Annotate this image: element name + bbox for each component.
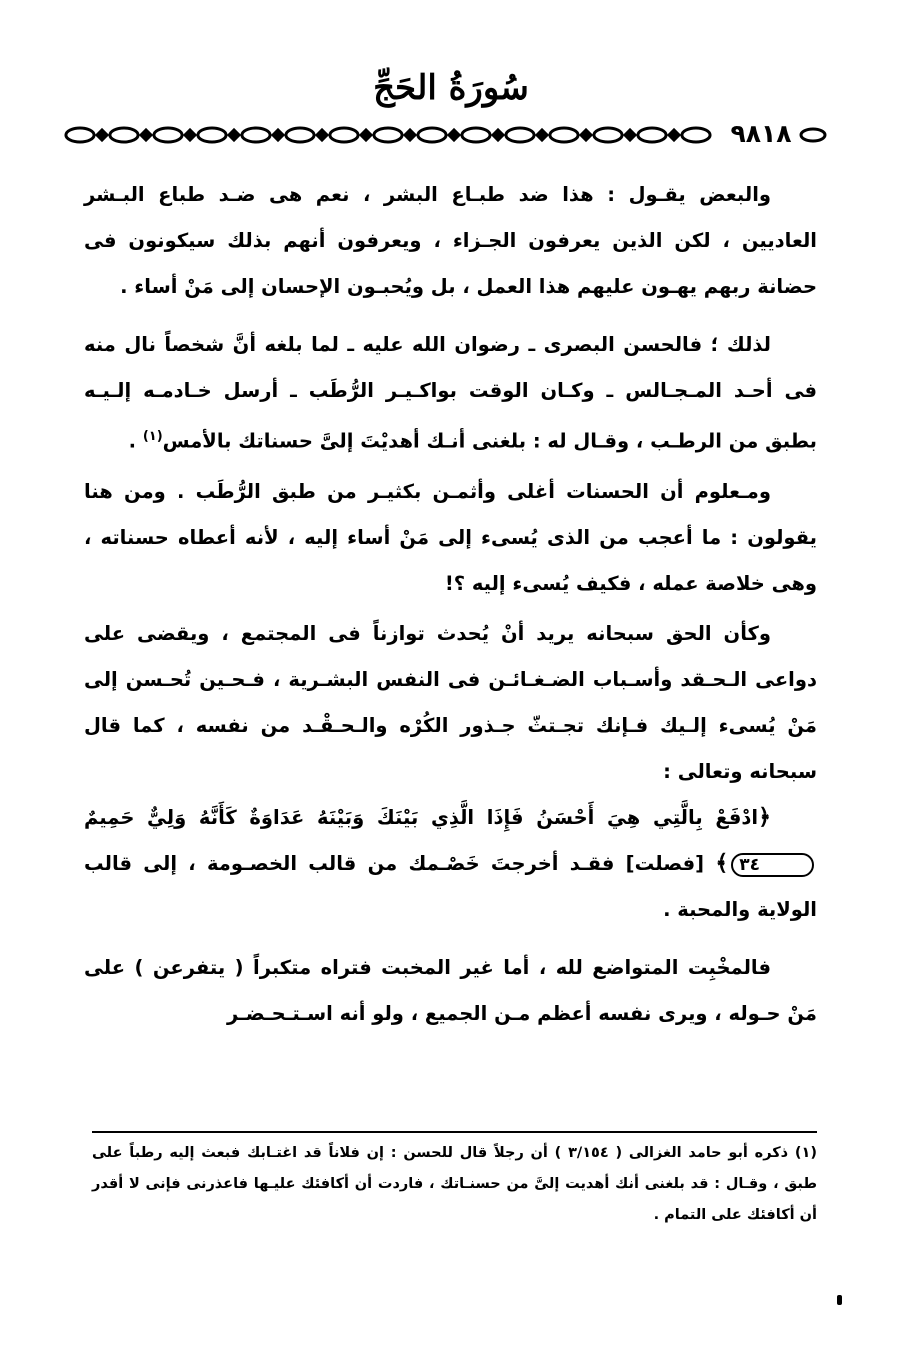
ornament-link	[462, 128, 490, 142]
main-text	[84, 172, 817, 1132]
ornament-diamond	[581, 130, 591, 140]
ornamental-border	[58, 122, 718, 148]
paragraph-6: فالمخْبِت المتواضع لله ، أما غير المخبت فتراه متكبراً ( يتفرعن ) على مَنْ حـوله ، ويرى نفسه أعظم مـن الجميع ، ولو أنه اسـتـحـضـر	[84, 955, 817, 1025]
ornament-link	[506, 128, 534, 142]
ornament-diamond	[405, 130, 415, 140]
quran-open-bracket: ﴿	[758, 804, 771, 830]
ornament-link	[66, 128, 94, 142]
footnote-1: (١) ذكره أبو حامد الغزالى ( ٣/١٥٤ ) أن رجلاً قال للحسن : إن فلاناً قد اغتـابك فبعث إليه رطباً على طبق ، وقـال : قد بلغنى أنك أهديت إلىَّ من حسنـاتك ، فاردت أن أكافئك عليـها فاعذرنى فإنى لا أقدر أن أكافئك على التمام .	[92, 1145, 817, 1223]
ornament-link	[286, 128, 314, 142]
ornament-diamond	[537, 130, 547, 140]
ornament-link	[550, 128, 578, 142]
ornament-diamond	[185, 130, 195, 140]
ayah-number: ٣٤	[731, 853, 814, 877]
ornament-diamond	[273, 130, 283, 140]
ornament-diamond	[361, 130, 371, 140]
ornament-link	[110, 128, 138, 142]
ornament-diamond	[97, 130, 107, 140]
ornament-link	[330, 128, 358, 142]
ornament-diamond	[449, 130, 459, 140]
ornament-link	[154, 128, 182, 142]
paragraph-5-rest: [فصلت] فقـد أخرجتَ خَصْـمك من قالب الخصـومة ، إلى قالب الولاية والمحبة .	[84, 851, 817, 921]
ornament-diamond	[141, 130, 151, 140]
scan-speck	[837, 1295, 842, 1305]
ornament-link	[638, 128, 666, 142]
ornament-link	[374, 128, 402, 142]
ornament-link	[242, 128, 270, 142]
footnotes	[92, 1138, 817, 1231]
ornament-diamond	[317, 130, 327, 140]
ornament-diamond	[625, 130, 635, 140]
paragraph-2	[84, 322, 817, 465]
ornament-link	[418, 128, 446, 142]
footnote-reference[interactable]: (١)	[142, 429, 163, 444]
ornament-link	[594, 128, 622, 142]
paragraph-3: ومـعلوم أن الحسنات أغلى وأثمـن بكثيـر من طبق الرُّطَب . ومن هنا يقولون : ما أعجب من الذى يُسىء إلى مَنْ أساء إليه ، لأنه أعطاه حسناته ، وهى خلاصة عمله ، فكيف يُسىء إليه ؟!	[84, 479, 817, 595]
ornament-link	[682, 128, 710, 142]
paragraph-4: وكأن الحق سبحانه يريد أنْ يُحدث توازناً فى المجتمع ، ويقضى على دواعى الـحـقد وأسـباب الضـغـائـن فى النفس البشـرية ، فـحـين تُحـسن إلى مَنْ يُسىء إلـيك فـإنك تجـتثّ جـذور الكُرْه والـحـقْـد من نفسه ، كما قال سبحانه وتعالى :	[84, 621, 817, 783]
paragraph-2-text: لذلك ؛ فالحسن البصرى ـ رضوان الله عليه ـ لما بلغه أنَّ شخصاً نال منه فى أحـد المـجـالس ـ وكـان الوقت بواكـيـر الرُّطَب ـ أرسل خـادمـه إلـيـه بطبق من الرطـب ، وقـال له : بلغنى أنـك أهديْتَ إلىَّ حسناتك بالأمس	[84, 333, 817, 453]
quran-verse: ادْفَعْ بِالَّتِي هِيَ أَحْسَنُ فَإِذَا الَّذِي بَيْنَكَ وَبَيْنَهُ عَدَاوَةٌ كَأَنَّهُ وَلِيٌّ حَمِيمٌ	[84, 805, 759, 829]
paragraph-5	[84, 795, 817, 933]
surah-title: سُورَةُ الحَجِّ	[373, 68, 529, 108]
ornament-diamond	[493, 130, 503, 140]
paragraph-1: والبعض يقـول : هذا ضد طبـاع البشر ، نعم هى ضـد طباع البـشر العاديين ، لكن الذين يعرفون الجـزاء ، ويعرفون أنهم بذلك سيكونون فى حضانة ربهم يهـون عليهم هذا العمل ، بل ويُحبـون الإحسان إلى مَنْ أساء .	[84, 183, 817, 298]
ornament-link	[198, 128, 226, 142]
paragraph-2-end: .	[128, 429, 143, 453]
ornament-diamond	[669, 130, 679, 140]
quran-close-bracket: ﴾	[715, 850, 729, 876]
ornament-diamond	[229, 130, 239, 140]
ornament-end-cap	[798, 127, 828, 143]
page-number: ٩٨١٨	[730, 119, 792, 148]
footnote-divider	[92, 1131, 817, 1133]
